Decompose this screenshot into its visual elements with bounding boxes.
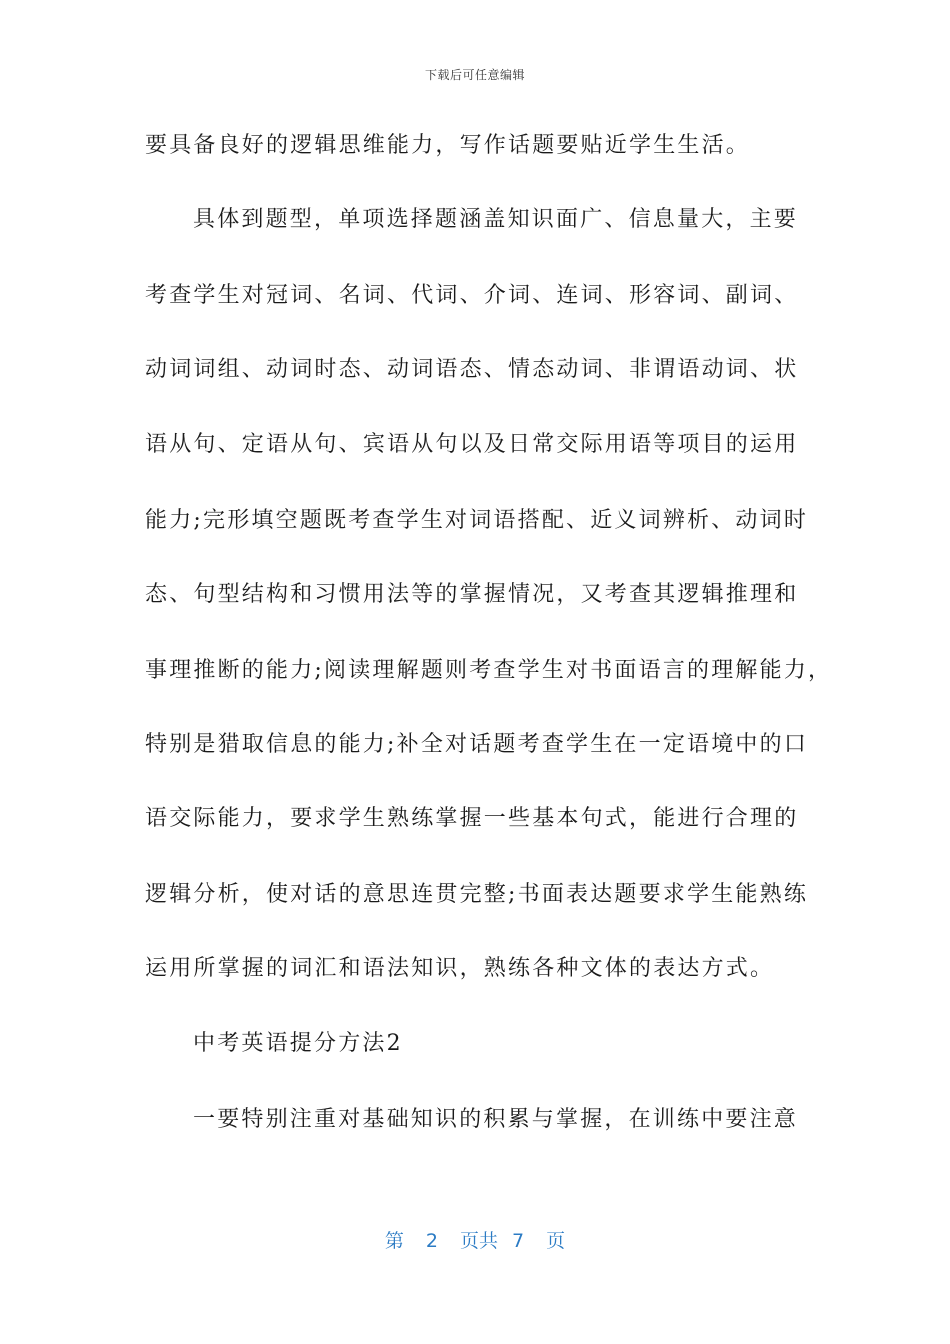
paragraph-line: 语交际能力，要求学生熟练掌握一些基本句式，能进行合理的 [145,806,799,831]
paragraph-line: 考查学生对冠词、名词、代词、介词、连词、形容词、副词、 [145,283,799,308]
paragraph-line: 运用所掌握的词汇和语法知识，熟练各种文体的表达方式。 [145,956,775,981]
footer-prefix: 第 [384,1230,404,1252]
paragraph-line: 逻辑分析，使对话的意思连贯完整;书面表达题要求学生能熟练 [145,882,809,907]
page-header-note: 下载后可任意编辑 [424,68,525,82]
footer-suffix: 页 [546,1230,566,1252]
paragraph-line: 动词词组、动词时态、动词语态、情态动词、非谓语动词、状 [145,357,799,382]
paragraph-line: 特别是猎取信息的能力;补全对话题考查学生在一定语境中的口 [145,732,809,757]
paragraph-line: 一要特别注重对基础知识的积累与掌握，在训练中要注意 [193,1107,799,1132]
paragraph-line: 事理推断的能力;阅读理解题则考查学生对书面语言的理解能力， [145,658,833,683]
paragraph-line: 具体到题型，单项选择题涵盖知识面广、信息量大，主要 [193,207,799,232]
footer-middle: 页共 [459,1230,498,1252]
paragraph-line: 能力;完形填空题既考查学生对词语搭配、近义词辨析、动词时 [145,508,809,533]
paragraph-line: 态、句型结构和习惯用法等的掌握情况，又考查其逻辑推理和 [145,582,799,607]
page-number-footer [0,1226,950,1253]
paragraph-line: 要具备良好的逻辑思维能力，写作话题要贴近学生生活。 [145,133,751,158]
paragraph-line: 语从句、定语从句、宾语从句以及日常交际用语等项目的运用 [145,432,799,457]
footer-page-number: 2 [425,1230,438,1252]
footer-total-pages: 7 [512,1230,525,1252]
section-heading: 中考英语提分方法2 [193,1031,403,1056]
